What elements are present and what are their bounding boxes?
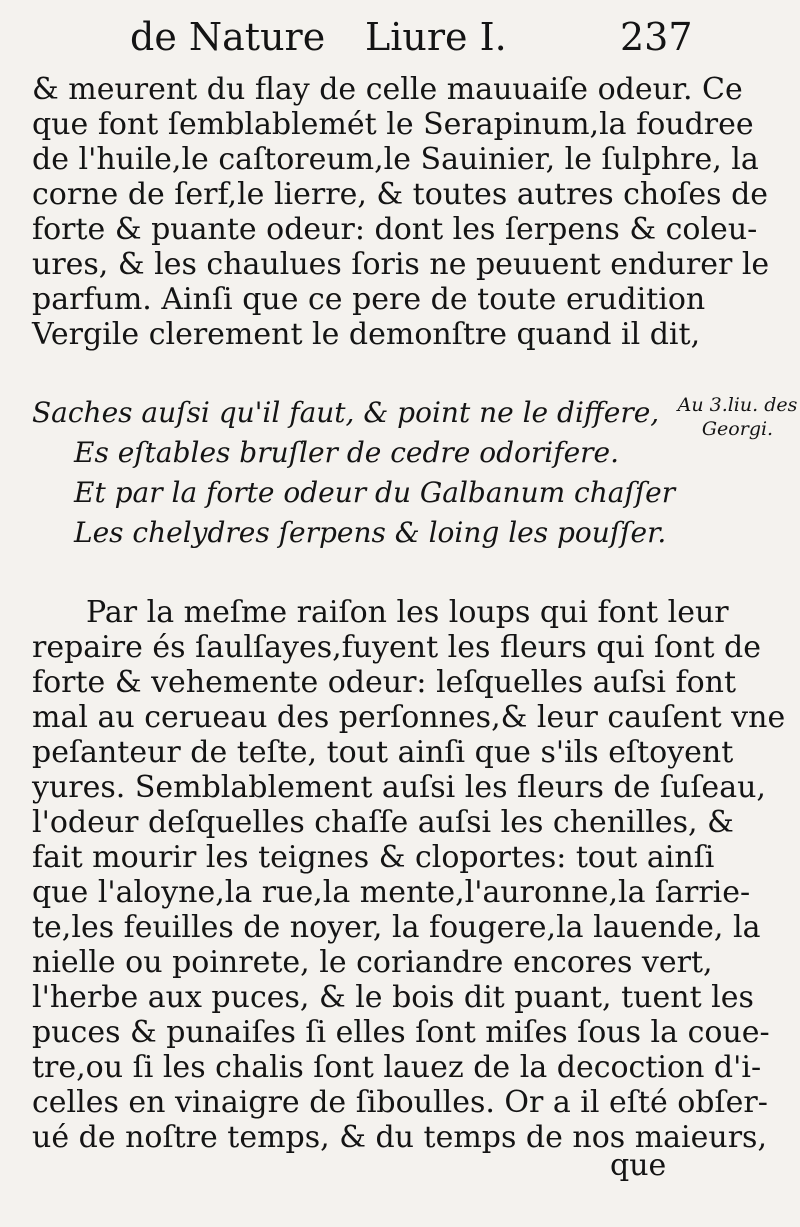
text-line: l'herbe aux puces, & le bois dit puant, tuent les — [32, 980, 754, 1015]
text-line: forte & vehemente odeur: leſquelles auſsi font — [32, 665, 737, 700]
text-line: Vergile clerement le demonſtre quand il dit, — [32, 317, 701, 352]
text-line: que l'aloyne,la rue,la mente,l'auronne,la ſarrie- — [32, 875, 751, 910]
text-line: Par la meſme raiſon les loups qui font leur — [86, 595, 729, 630]
verse-line: Les chelydres ſerpens & loing les pouſſer. — [74, 516, 667, 549]
text-line: peſanteur de teſte, tout ainſi que s'ils eſtoyent — [32, 735, 734, 770]
book-label: Liure I. — [365, 15, 507, 59]
running-title: de Nature — [130, 15, 326, 59]
text-line: fait mourir les teignes & cloportes: tout ainſi — [32, 840, 715, 875]
text-line: que font ſemblablemét le Serapinum,la foudree — [32, 107, 754, 142]
text-line: ures, & les chaulues ſoris ne peuuent endurer le — [32, 247, 770, 282]
text-line: repaire és ſaulſayes,fuyent les fleurs qui ſont de — [32, 630, 761, 665]
margin-note-line: Georgi. — [701, 418, 774, 440]
text-line: nielle ou poinrete, le coriandre encores vert, — [32, 945, 713, 980]
text-line: ué de noſtre temps, & du temps de nos maieurs, — [32, 1120, 767, 1155]
verse-line: Es eſtables bruſler de cedre odorifere. — [74, 436, 620, 469]
text-line: corne de ſerf,le lierre, & toutes autres choſes de — [32, 177, 769, 212]
text-line: te,les feuilles de noyer, la fougere,la lauende, la — [32, 910, 761, 945]
verse-quotation — [32, 393, 676, 553]
catchword: que — [610, 1148, 667, 1183]
paragraph-1 — [32, 72, 770, 352]
text-line: l'odeur deſquelles chaſſe auſsi les chenilles, & — [32, 805, 734, 840]
verse-line: Saches auſsi qu'il faut, & point ne le differe, — [32, 396, 660, 429]
margin-note-line: Au 3.liu. des — [677, 394, 798, 416]
text-line: mal au cerueau des perſonnes,& leur cauſent vne — [32, 700, 786, 735]
running-head — [130, 12, 693, 62]
text-line: celles en vinaigre de ſiboulles. Or a il eſté obſer- — [32, 1085, 768, 1120]
text-line: & meurent du flay de celle mauuaiſe odeur. Ce — [32, 72, 743, 107]
text-line: puces & punaiſes ſi elles ſont miſes ſous la coue- — [32, 1015, 770, 1050]
text-line: tre,ou ſi les chalis ſont lauez de la decoction d'i- — [32, 1050, 762, 1085]
text-line: forte & puante odeur: dont les ſerpens & coleu- — [32, 212, 758, 247]
verse-line: Et par la forte odeur du Galbanum chaſſer — [74, 476, 676, 509]
text-line: yures. Semblablement auſsi les fleurs de ſuſeau, — [32, 770, 766, 805]
text-line: de l'huile,le caſtoreum,le Sauinier, le ſulphre, la — [32, 142, 759, 177]
margin-note — [675, 393, 800, 441]
paragraph-2 — [32, 595, 786, 1155]
text-line: parfum. Ainſi que ce pere de toute erudition — [32, 282, 706, 317]
page-number: 237 — [620, 15, 693, 59]
